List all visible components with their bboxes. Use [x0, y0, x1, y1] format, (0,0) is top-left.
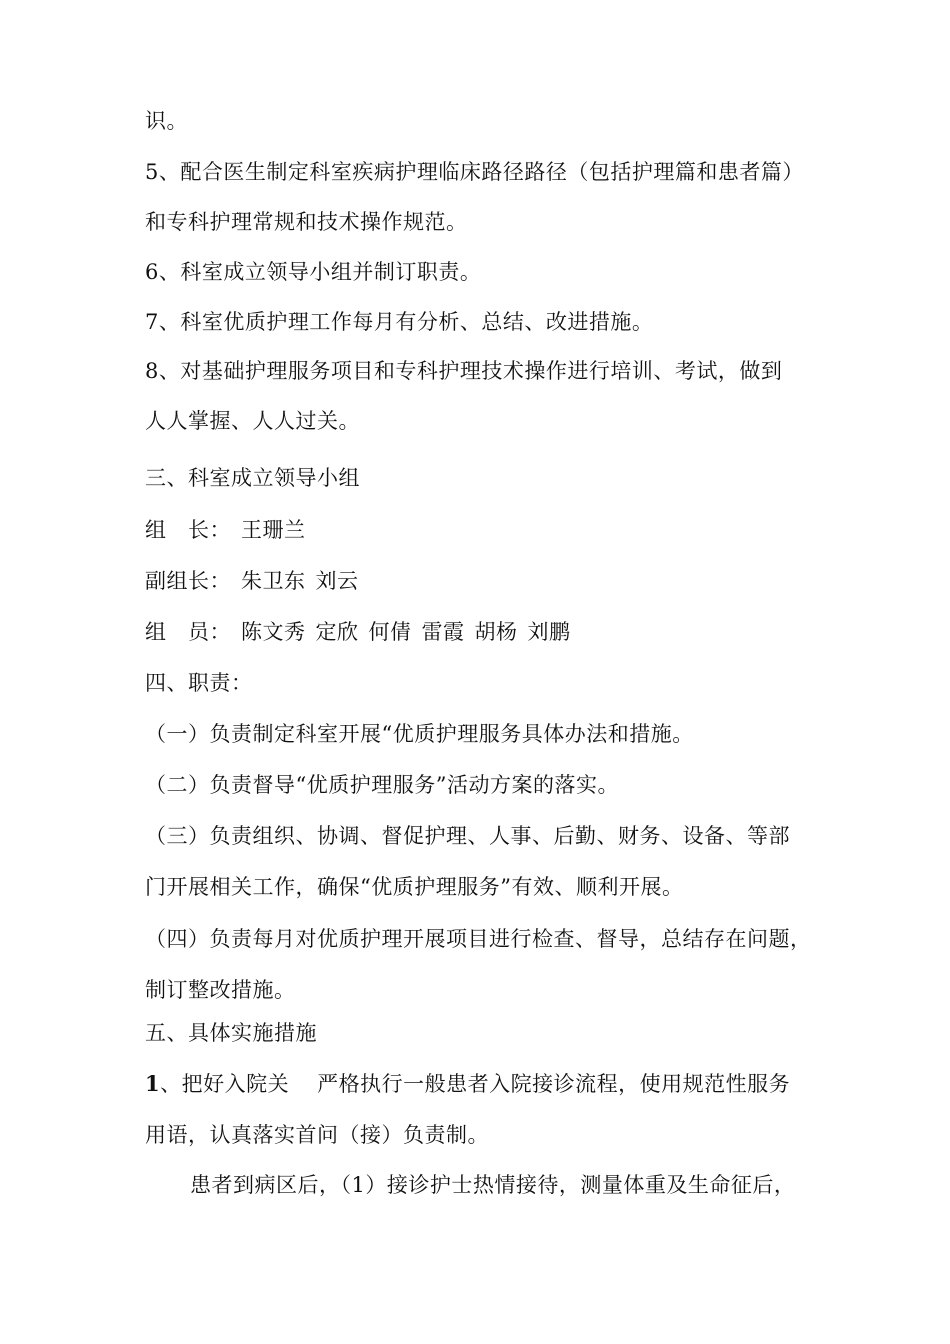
duty-line: 制订整改措施。 [145, 978, 296, 1002]
text-line: 患者到病区后，（1）接诊护士热情接待，测量体重及生命征后， [190, 1173, 796, 1197]
roster-member-name: 定欣 [315, 620, 359, 644]
roster-leader-name: 王珊兰 [241, 518, 306, 542]
measure-number: 1 [145, 1071, 161, 1096]
roster-vice-name: 刘云 [315, 569, 359, 593]
text-line: 7、科室优质护理工作每月有分析、总结、改进措施。 [145, 310, 654, 334]
text-line: 6、科室成立领导小组并制订职责。 [145, 260, 482, 284]
duty-line: （三）负责组织、协调、督促护理、人事、后勤、财务、设备、等部 [145, 824, 790, 848]
section-heading: 五、具体实施措施 [145, 1021, 317, 1045]
roster-member-name: 刘鹏 [527, 620, 571, 644]
text-line: 识。 [145, 109, 188, 133]
text-line: 8、对基础护理服务项目和专科护理技术操作进行培训、考试，做到 [145, 359, 783, 383]
roster-member-name: 何倩 [368, 620, 412, 644]
roster-member-label: 组 员： [145, 620, 231, 644]
roster-vice-name: 朱卫东 [241, 569, 306, 593]
text-line: 5、配合医生制定科室疾病护理临床路径路径（包括护理篇和患者篇） [145, 160, 804, 184]
roster-member-name: 雷霞 [421, 620, 465, 644]
measure-line [145, 1071, 790, 1097]
text-line: 用语，认真落实首问（接）负责制。 [145, 1123, 489, 1147]
roster-member-name: 胡杨 [474, 620, 518, 644]
text-line: 和专科护理常规和技术操作规范。 [145, 210, 468, 234]
duty-line: 门开展相关工作，确保“优质护理服务”有效、顺利开展。 [145, 875, 684, 899]
measure-title: 、把好入院关 [160, 1072, 290, 1096]
roster-vice-row [145, 568, 359, 594]
duty-line: （二）负责督导“优质护理服务”活动方案的落实。 [145, 773, 619, 797]
duty-line: （四）负责每月对优质护理开展项目进行检查、督导，总结存在问题， [145, 927, 812, 951]
roster-leader-label: 组 长： [145, 518, 231, 542]
duty-line: （一）负责制定科室开展“优质护理服务具体办法和措施。 [145, 722, 694, 746]
roster-vice-label: 副组长： [145, 569, 231, 593]
text-line: 人人掌握、人人过关。 [145, 409, 360, 433]
roster-member-name: 陈文秀 [241, 620, 306, 644]
roster-member-row [145, 619, 571, 645]
section-heading: 四、职责： [145, 671, 253, 695]
measure-text: 严格执行一般患者入院接诊流程，使用规范性服务 [317, 1072, 791, 1096]
roster-leader-row [145, 517, 306, 543]
section-heading: 三、科室成立领导小组 [145, 466, 360, 490]
